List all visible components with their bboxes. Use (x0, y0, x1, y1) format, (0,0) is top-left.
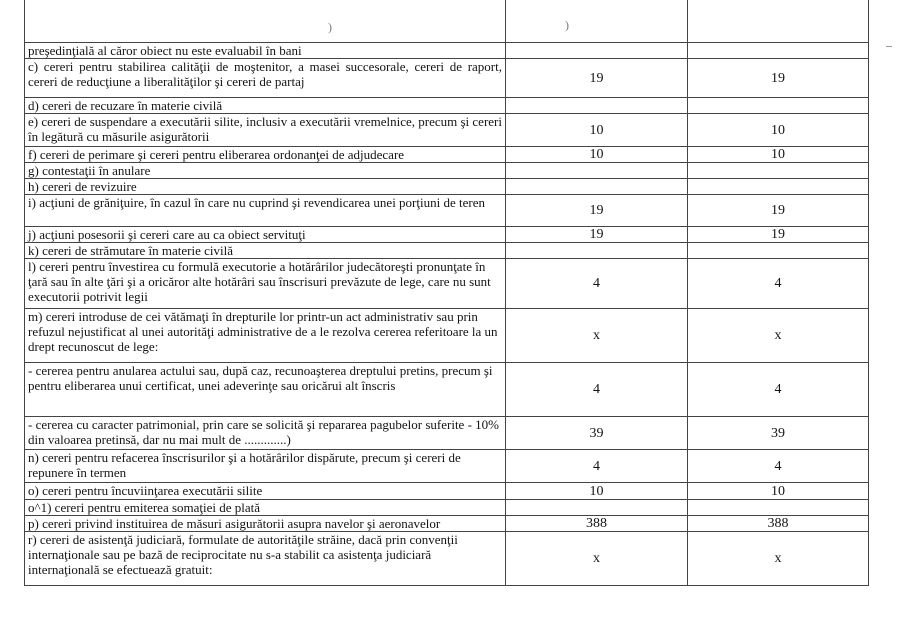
table-row (25, 195, 869, 227)
value-cell: 388 (506, 516, 688, 532)
table-row (25, 227, 869, 243)
row-description: o) cereri pentru încuviinţarea executării silite (25, 483, 506, 500)
value-cell: 10 (688, 147, 869, 163)
value-cell: 19 (688, 59, 869, 98)
table-row (25, 98, 869, 114)
row-description: j) acţiuni posesorii şi cereri care au ca obiect servituţi (25, 227, 506, 243)
value-cell (688, 243, 869, 259)
table-row (25, 417, 869, 450)
value-cell: 19 (688, 227, 869, 243)
table-row (25, 43, 869, 59)
value-cell: 19 (506, 195, 688, 227)
table-row (25, 450, 869, 483)
table-row (25, 363, 869, 417)
value-cell (688, 500, 869, 516)
scan-mark (886, 46, 892, 47)
value-cell: 4 (506, 259, 688, 309)
value-cell: 39 (688, 417, 869, 450)
value-cell: 19 (506, 227, 688, 243)
table-row (25, 500, 869, 516)
value-cell: 19 (688, 195, 869, 227)
value-cell: 10 (688, 483, 869, 500)
row-description: l) cereri pentru învestirea cu formulă executorie a hotărârilor judecătoreşti pronunţate în ţară sau în alte ţări şi a oricăror alte hotărâri sau înscrisuri prevăzute de lege, care nu sunt executorii potrivit legii (25, 259, 506, 309)
row-description: p) cereri privind instituirea de măsuri asigurătorii asupra navelor şi aeronavelor (25, 516, 506, 532)
value-cell: 388 (688, 516, 869, 532)
value-cell: 39 (506, 417, 688, 450)
value-cell: 4 (506, 363, 688, 417)
fee-table (24, 42, 869, 586)
table-row (25, 114, 869, 147)
row-description: - cererea cu caracter patrimonial, prin care se solicită şi repararea pagubelor suferite - 10% din valoarea pretinsă, dar nu mai mult de .............) (25, 417, 506, 450)
value-cell (506, 163, 688, 179)
row-description: o^1) cereri pentru emiterea somaţiei de plată (25, 500, 506, 516)
value-cell (506, 179, 688, 195)
value-cell (688, 98, 869, 114)
value-cell: 4 (506, 450, 688, 483)
value-cell: 4 (688, 363, 869, 417)
value-cell (506, 43, 688, 59)
value-cell (506, 243, 688, 259)
value-cell (506, 500, 688, 516)
scan-mark: ) (328, 20, 332, 34)
row-description: c) cereri pentru stabilirea calităţii de moştenitor, a masei succesorale, cereri de raport, cereri de reducţiune a liberalităţilor şi cereri de partaj (25, 59, 506, 98)
row-description: n) cereri pentru refacerea înscrisurilor şi a hotărârilor dispărute, precum şi cereri de repunere în termen (25, 450, 506, 483)
row-description: - cererea pentru anularea actului sau, după caz, recunoaşterea dreptului pretins, precum şi pentru eliberarea unui certificat, unei adeverinţe sau oricărui alt înscris (25, 363, 506, 417)
row-description: h) cereri de revizuire (25, 179, 506, 195)
row-description: k) cereri de strămutare în materie civilă (25, 243, 506, 259)
row-description: r) cereri de asistenţă judiciară, formulate de autorităţile străine, dacă prin convenţii internaţionale sau pe bază de reciprocitate nu s-a stabilit ca asistenţa judiciară internaţională se efectuează gratuit: (25, 532, 506, 586)
value-cell (688, 163, 869, 179)
table-row (25, 483, 869, 500)
value-cell (688, 179, 869, 195)
table-row (25, 163, 869, 179)
value-cell: x (688, 309, 869, 363)
value-cell: 10 (688, 114, 869, 147)
value-cell (688, 43, 869, 59)
table-continuation (24, 0, 868, 42)
table-row (25, 243, 869, 259)
value-cell: x (506, 309, 688, 363)
row-description: f) cereri de perimare şi cereri pentru eliberarea ordonanţei de adjudecare (25, 147, 506, 163)
row-description: m) cereri introduse de cei vătămaţi în drepturile lor printr-un act administrativ sau prin refuzul nejustificat al unei autorităţi administrative de a le rezolva cererea referitoare la un drept recunoscut de lege: (25, 309, 506, 363)
value-cell: 4 (688, 259, 869, 309)
table-row (25, 259, 869, 309)
table-row (25, 59, 869, 98)
value-cell: x (688, 532, 869, 586)
value-cell: 10 (506, 483, 688, 500)
value-cell: 10 (506, 147, 688, 163)
table-row (25, 147, 869, 163)
row-description: g) contestaţii în anulare (25, 163, 506, 179)
row-description: preşedinţială al căror obiect nu este evaluabil în bani (25, 43, 506, 59)
value-cell: 10 (506, 114, 688, 147)
row-description: i) acţiuni de grăniţuire, în cazul în care nu cuprind şi revendicarea unei porţiuni de teren (25, 195, 506, 227)
table-row (25, 179, 869, 195)
row-description: d) cereri de recuzare în materie civilă (25, 98, 506, 114)
value-cell: x (506, 532, 688, 586)
scan-mark: ) (565, 18, 569, 32)
table-row (25, 309, 869, 363)
value-cell (506, 98, 688, 114)
row-description: e) cereri de suspendare a executării silite, inclusiv a executării vremelnice, precum şi cereri în legătură cu măsurile asigurătorii (25, 114, 506, 147)
table-row (25, 516, 869, 532)
value-cell: 19 (506, 59, 688, 98)
value-cell: 4 (688, 450, 869, 483)
table-row (25, 532, 869, 586)
